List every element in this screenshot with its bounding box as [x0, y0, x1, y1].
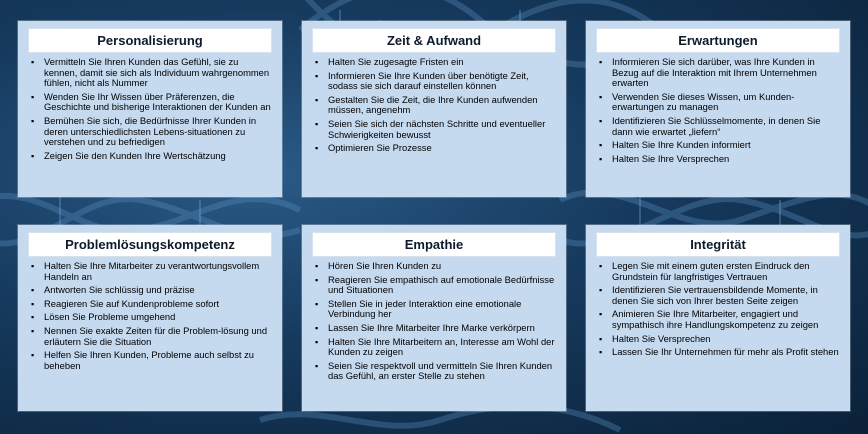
square-bullet-icon: ▪ [31, 115, 35, 126]
square-bullet-icon: ▪ [315, 118, 319, 129]
square-bullet-icon: ▪ [315, 322, 319, 333]
list-item: ▪ Seien Sie sich der nächsten Schritte und eventueller Schwierigkeiten bewusst [315, 117, 546, 140]
square-bullet-icon: ▪ [31, 325, 35, 336]
list-item: ▪ Stellen Sie in jeder Interaktion eine emotionale Verbindung her [315, 297, 522, 320]
card-empathie [302, 225, 566, 411]
list-item: ▪ Identifizieren Sie vertrauensbildende Momente, in denen Sie sich von Ihrer besten Seite zeigen [599, 284, 818, 306]
card-title: Zeit & Aufwand [312, 28, 556, 53]
list-item: ▪ Informieren Sie sich darüber, was Ihre Kunden in Bezug auf die Interaktion mit Ihrem Unternehmen erwarten [599, 56, 817, 89]
list-item: ▪ Wenden Sie Ihr Wissen über Präferenzen, die Geschichte und bisherige Interaktionen der Kunden an [31, 90, 271, 113]
list-item: ▪ Reagieren Sie empathisch auf emotionale Bedürfnisse und Situationen [315, 273, 555, 296]
square-bullet-icon: ▪ [315, 94, 319, 105]
card-personalisierung [18, 21, 282, 197]
square-bullet-icon: ▪ [315, 360, 319, 371]
square-bullet-icon: ▪ [315, 57, 319, 67]
list-item: ▪ Bemühen Sie sich, die Bedürfnisse Ihrer Kunden in deren unterschiedlichsten Lebens-situationen zu verstehen und zu befriedigen [31, 114, 257, 148]
square-bullet-icon: ▪ [315, 274, 319, 285]
square-bullet-icon: ▪ [599, 140, 603, 151]
list-item: ▪ Halten Sie zugesagte Fristen ein [315, 56, 464, 67]
square-bullet-icon: ▪ [31, 350, 35, 361]
square-bullet-icon: ▪ [315, 261, 319, 271]
square-bullet-icon: ▪ [31, 91, 35, 102]
square-bullet-icon: ▪ [31, 150, 35, 161]
bullet-list [314, 261, 556, 385]
card-erwartungen [586, 21, 850, 197]
list-item: ▪ Seien Sie respektvoll und vermitteln Sie Ihren Kunden das Gefühl, an erster Stelle zu stehen [315, 359, 553, 382]
list-item: ▪ Lassen Sie Ihre Mitarbeiter Ihre Marke verkörpern [315, 321, 535, 333]
square-bullet-icon: ▪ [31, 285, 35, 296]
square-bullet-icon: ▪ [315, 70, 319, 81]
list-item: ▪ Reagieren Sie auf Kundenprobleme sofort [31, 297, 220, 309]
square-bullet-icon: ▪ [599, 347, 603, 358]
list-item: ▪ Helfen Sie Ihren Kunden, Probleme auch selbst zu beheben [31, 349, 255, 371]
square-bullet-icon: ▪ [315, 336, 319, 347]
square-bullet-icon: ▪ [599, 309, 603, 320]
list-item: ▪ Hören Sie Ihren Kunden zu [315, 260, 442, 271]
list-item: ▪ Animieren Sie Ihre Mitarbeiter, engagiert und sympathisch ihre Handlungskompetenz zu zeigen [599, 308, 819, 330]
list-item: ▪ Halten Sie Ihre Kunden informiert [599, 139, 751, 151]
card-title: Problemlösungskompetenz [28, 232, 272, 257]
square-bullet-icon: ▪ [31, 57, 35, 67]
square-bullet-icon: ▪ [599, 115, 603, 126]
list-item: ▪ Lassen Sie Ihr Unternehmen für mehr als Profit stehen [599, 346, 839, 358]
list-item: ▪ Zeigen Sie den Kunden Ihre Wertschätzung [31, 149, 226, 161]
square-bullet-icon: ▪ [31, 298, 35, 309]
list-item: ▪ Lösen Sie Probleme umgehend [31, 311, 176, 323]
bullet-list [30, 57, 272, 164]
square-bullet-icon: ▪ [599, 153, 603, 164]
card-zeit-aufwand [302, 21, 566, 197]
square-bullet-icon: ▪ [599, 57, 603, 67]
card-title: Integrität [596, 232, 840, 257]
square-bullet-icon: ▪ [599, 261, 603, 271]
card-title: Personalisierung [28, 28, 272, 53]
card-problemloesungskompetenz [18, 225, 282, 411]
square-bullet-icon: ▪ [31, 312, 35, 323]
bullet-list [598, 261, 840, 361]
square-bullet-icon: ▪ [599, 333, 603, 344]
card-title: Empathie [312, 232, 556, 257]
square-bullet-icon: ▪ [31, 261, 35, 271]
list-item: ▪ Halten Sie Versprechen [599, 332, 711, 344]
square-bullet-icon: ▪ [599, 285, 603, 296]
list-item: ▪ Informieren Sie Ihre Kunden über benötigte Zeit, sodass sie sich darauf einstellen können [315, 69, 529, 92]
bullet-list [314, 57, 556, 157]
list-item: ▪ Nennen Sie exakte Zeiten für die Problem-lösung und erläutern Sie die Situation [31, 324, 268, 347]
list-item: ▪ Vermitteln Sie Ihren Kunden das Gefühl, sie zu kennen, damit sie sich als Individuum wahrgenommen fühlen, nicht als Nummer [31, 56, 270, 89]
list-item: ▪ Legen Sie mit einem guten ersten Eindruck den Grundstein für langfristiges Vertrauen [599, 260, 810, 282]
bullet-list [30, 261, 272, 374]
list-item: ▪ Halten Sie Ihre Mitarbeiter zu verantwortungsvollem Handeln an [31, 260, 260, 282]
list-item: ▪ Identifizieren Sie Schlüsselmomente, in denen Sie dann wie erwartet „liefern“ [599, 114, 821, 137]
list-item: ▪ Optimieren Sie Prozesse [315, 142, 432, 154]
list-item: ▪ Antworten Sie schlüssig und präzise [31, 284, 195, 296]
square-bullet-icon: ▪ [315, 298, 319, 309]
list-item: ▪ Halten Sie Ihre Versprechen [599, 152, 730, 164]
card-integritaet [586, 225, 850, 411]
list-item: ▪ Halten Sie Ihre Mitarbeitern an, Interesse am Wohl der Kunden zu zeigen [315, 335, 555, 358]
bullet-list [598, 57, 840, 167]
square-bullet-icon: ▪ [599, 91, 603, 102]
list-item: ▪ Verwenden Sie dieses Wissen, um Kunden-erwartungen zu managen [599, 90, 795, 113]
square-bullet-icon: ▪ [315, 143, 319, 154]
list-item: ▪ Gestalten Sie die Zeit, die Ihre Kunden aufwenden müssen, angenehm [315, 93, 538, 116]
card-title: Erwartungen [596, 28, 840, 53]
